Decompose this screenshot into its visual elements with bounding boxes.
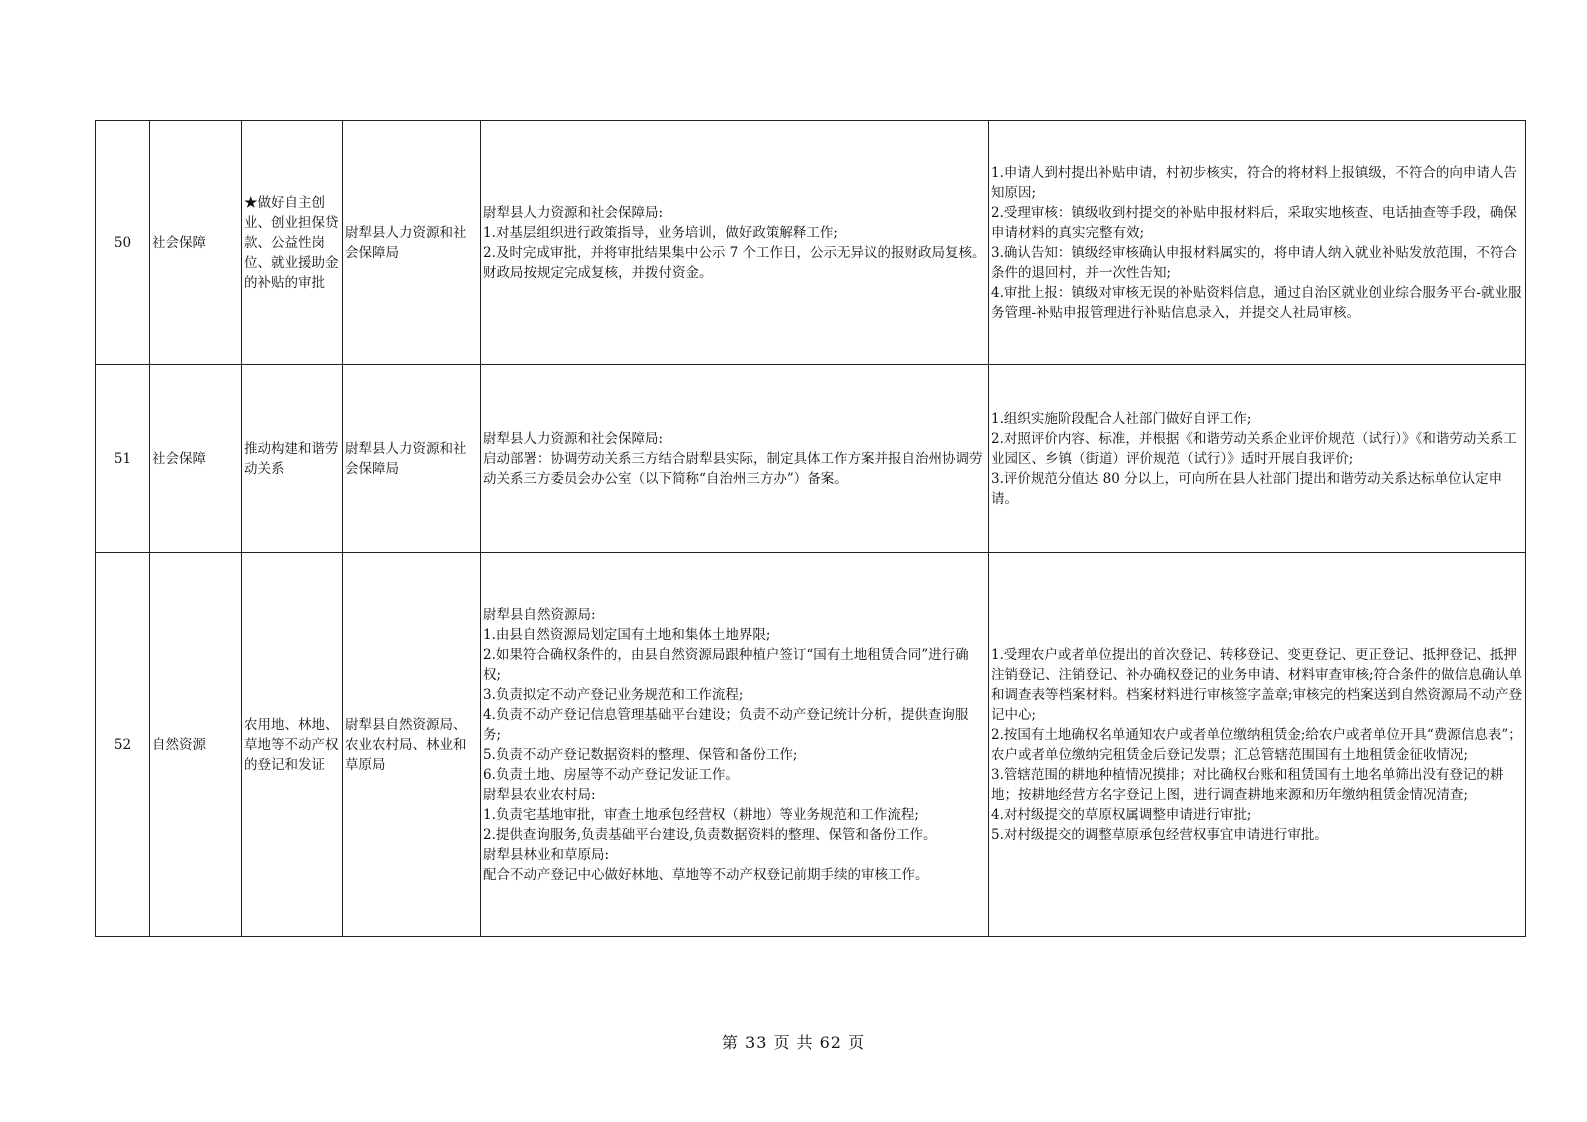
process-cell: 1.受理农户或者单位提出的首次登记、转移登记、变更登记、更正登记、抵押登记、抵押注销登记、注销登记、补办确权登记的业务申请、材料审查审核;符合条件的做信息确认单和调查表等档案材料。档案材料进行审核签字盖章;审核完的档案送到自然资源局不动产登记中心; 2.按国有土地确权名单通知农户或者单位缴纳租赁金;给农户或者单位开具“费源信息表”；农户或者单位缴纳完租赁金后登记发票；汇总管辖范围国有土地租赁金征收情况; 3.管辖范围的耕地种植情况摸排；对比确权台账和租赁国有土地名单筛出没有登记的耕地；按耕地经营方名字登记上图，进行调查耕地来源和历年缴纳租赁金情况清查; 4.对村级提交的草原权属调整申请进行审批; 5.对村级提交的调整草原承包经营权事宜申请进行审批。 [989, 553, 1526, 937]
department-cell: 尉犁县自然资源局、农业农村局、林业和草原局 [343, 553, 481, 937]
process-cell: 1.组织实施阶段配合人社部门做好自评工作; 2.对照评价内容、标准，并根据《和谐劳动关系企业评价规范（试行）》《和谐劳动关系工业园区、乡镇（街道）评价规范（试行）》适时开展自我评价; 3.评价规范分值达 80 分以上，可向所在县人社部门提出和谐劳动关系达标单位认定申请。 [989, 365, 1526, 553]
table-row [96, 365, 1526, 553]
table-row [96, 553, 1526, 937]
row-number: 51 [96, 365, 150, 553]
page-number: 第 33 页 共 62 页 [721, 1033, 866, 1052]
row-number: 50 [96, 121, 150, 365]
responsibility-table [95, 120, 1526, 937]
row-number: 52 [96, 553, 150, 937]
table-row [96, 121, 1526, 365]
duty-cell: 尉犁县人力资源和社会保障局: 启动部署：协调劳动关系三方结合尉犁县实际，制定具体工作方案并报自治州协调劳动关系三方委员会办公室（以下简称“自治州三方办”）备案。 [481, 365, 989, 553]
duty-cell: 尉犁县自然资源局: 1.由县自然资源局划定国有土地和集体土地界限; 2.如果符合确权条件的，由县自然资源局跟种植户签订“国有土地租赁合同”进行确权; 3.负责拟定不动产登记业务规范和工作流程; 4.负责不动产登记信息管理基础平台建设；负责不动产登记统计分析，提供查询服务; 5.负责不动产登记数据资料的整理、保管和备份工作; 6.负责土地、房屋等不动产登记发证工作。 尉犁县农业农村局: 1.负责宅基地审批，审查土地承包经营权（耕地）等业务规范和工作流程; 2.提供查询服务,负责基础平台建设,负责数据资料的整理、保管和备份工作。 尉犁县林业和草原局: 配合不动产登记中心做好林地、草地等不动产权登记前期手续的审核工作。 [481, 553, 989, 937]
duty-cell: 尉犁县人力资源和社会保障局: 1.对基层组织进行政策指导，业务培训，做好政策解释工作; 2.及时完成审批，并将审批结果集中公示 7 个工作日，公示无异议的报财政局复核。财政局按规定完成复核，并拨付资金。 [481, 121, 989, 365]
department-cell: 尉犁县人力资源和社会保障局 [343, 121, 481, 365]
department-cell: 尉犁县人力资源和社会保障局 [343, 365, 481, 553]
category-cell: 自然资源 [150, 553, 242, 937]
category-cell: 社会保障 [150, 365, 242, 553]
process-cell: 1.申请人到村提出补贴申请，村初步核实，符合的将材料上报镇级，不符合的向申请人告知原因; 2.受理审核：镇级收到村提交的补贴申报材料后，采取实地核查、电话抽查等手段，确保申请材料的真实完整有效; 3.确认告知：镇级经审核确认申报材料属实的，将申请人纳入就业补贴发放范围，不符合条件的退回村，并一次性告知; 4.审批上报：镇级对审核无误的补贴资料信息，通过自治区就业创业综合服务平台-就业服务管理-补贴申报管理进行补贴信息录入，并提交人社局审核。 [989, 121, 1526, 365]
category-cell: 社会保障 [150, 121, 242, 365]
item-cell: 农用地、林地、草地等不动产权的登记和发证 [242, 553, 343, 937]
item-cell: ★做好自主创业、创业担保贷款、公益性岗位、就业援助金的补贴的审批 [242, 121, 343, 365]
item-cell: 推动构建和谐劳动关系 [242, 365, 343, 553]
